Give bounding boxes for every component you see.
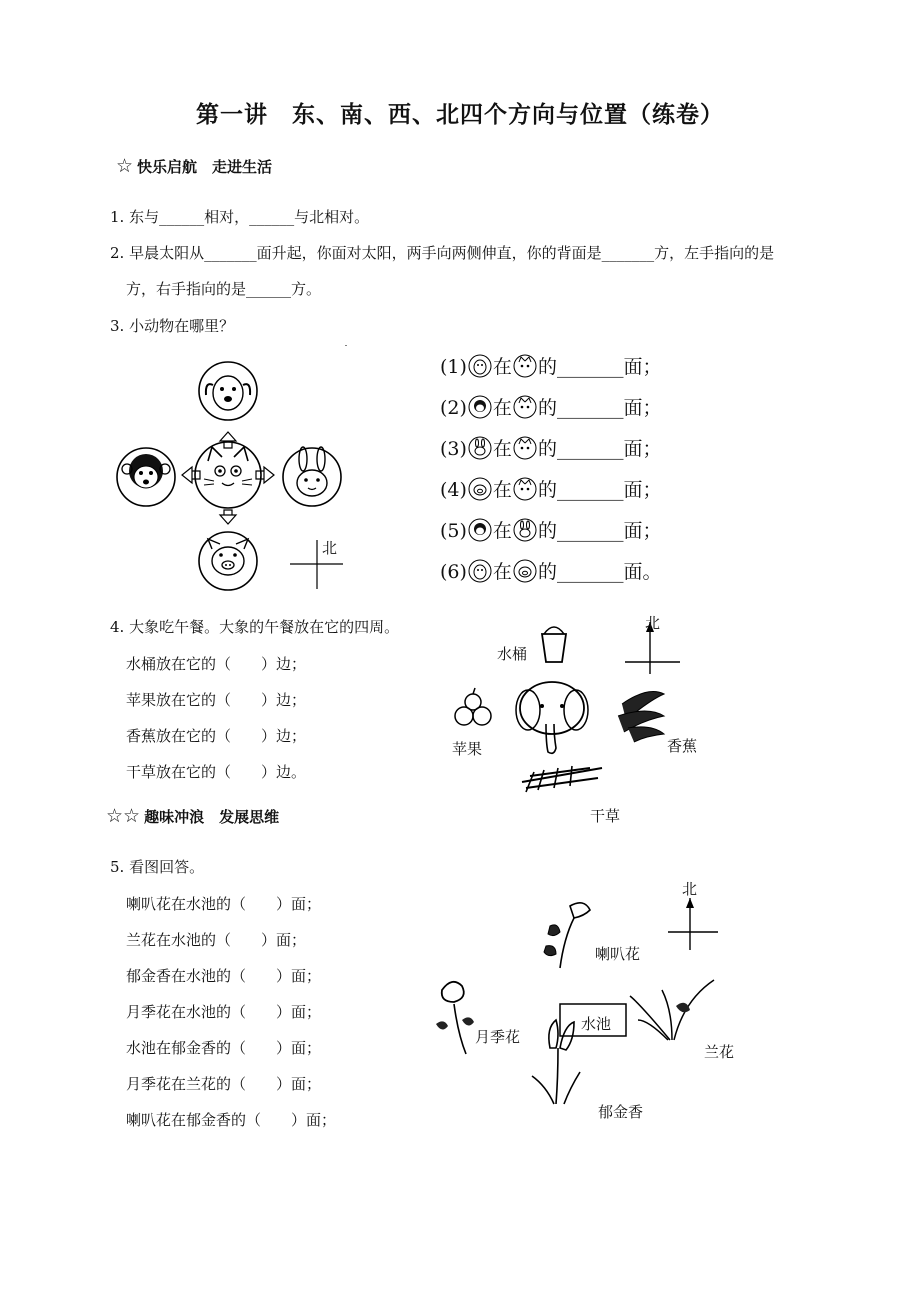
word-end: 面； (623, 397, 662, 419)
star-icon: ☆☆ (106, 805, 141, 827)
bucket-icon (542, 627, 566, 662)
item-number: (3) (440, 438, 467, 460)
question-4-line-3: 香蕉放在它的（ ）边； (126, 727, 307, 745)
apple-label: 苹果 (452, 740, 483, 758)
star-icon: ☆ (116, 155, 134, 177)
word-end: 面； (623, 520, 662, 542)
question-4-prompt: 4. 大象吃午餐。大象的午餐放在它的四周。 (110, 618, 400, 636)
answer-line-2 (440, 393, 661, 434)
flower-pond-diagram (420, 880, 740, 1120)
cat-icon (512, 394, 538, 425)
north-label: 北 (322, 539, 338, 557)
apple-icon (455, 688, 491, 725)
rose-label: 月季花 (475, 1028, 521, 1046)
rabbit-icon (283, 447, 341, 506)
item-number: (4) (440, 479, 467, 501)
bucket-label: 水桶 (497, 645, 528, 663)
banana-icon (618, 692, 664, 742)
north-label: 北 (682, 880, 698, 898)
question-5-line-6: 月季花在兰花的（ ）面； (126, 1075, 322, 1093)
rabbit-icon (467, 435, 493, 466)
hay-icon (522, 766, 602, 792)
answer-blank[interactable]: _______ (556, 356, 624, 378)
dog-icon (467, 353, 493, 384)
banana-label: 香蕉 (667, 737, 698, 755)
word-de: 的 (537, 561, 557, 583)
section-label: 快乐启航 走进生活 (137, 158, 273, 176)
word-end: 面； (623, 438, 662, 460)
answer-blank[interactable]: _______ (556, 438, 624, 460)
answer-blank[interactable]: _______ (556, 561, 624, 583)
monkey-icon (117, 448, 175, 506)
answer-blank[interactable]: _______ (556, 479, 624, 501)
word-de: 的 (537, 438, 557, 460)
orchid-label: 兰花 (704, 1043, 735, 1061)
question-5-line-3: 郁金香在水池的（ ）面； (126, 967, 322, 985)
question-4-line-1: 水桶放在它的（ ）边； (126, 655, 307, 673)
morning-glory-icon (544, 903, 590, 968)
word-de: 的 (537, 520, 557, 542)
north-compass-icon (668, 898, 718, 950)
item-number: (2) (440, 397, 467, 419)
question-5-line-4: 月季花在水池的（ ）面； (126, 1003, 322, 1021)
word-end: 面； (623, 356, 662, 378)
word-end: 面。 (623, 561, 662, 583)
answer-line-3 (440, 434, 661, 475)
question-5-line-7: 喇叭花在郁金香的（ ）面； (126, 1111, 337, 1129)
hay-label: 干草 (590, 807, 621, 825)
word-zai: 在 (492, 438, 512, 460)
answer-blank[interactable]: _______ (556, 397, 624, 419)
answer-line-5 (440, 516, 661, 557)
question-2-line-1: 2. 早晨太阳从_______面升起，你面对太阳，两手向两侧伸直，你的背面是_______方，左手指向的是 (110, 244, 775, 262)
dog-icon (199, 362, 257, 420)
question-3-prompt: 3. 小动物在哪里？ (110, 317, 235, 335)
question-4-line-2: 苹果放在它的（ ）边； (126, 691, 307, 709)
item-number: (5) (440, 520, 467, 542)
question-5-line-1: 喇叭花在水池的（ ）面； (126, 895, 322, 913)
question-5-line-2: 兰花在水池的（ ）面； (126, 931, 307, 949)
pig-icon (512, 558, 538, 589)
section-header-1 (116, 155, 272, 177)
tulip-label: 郁金香 (598, 1103, 644, 1121)
word-zai: 在 (492, 397, 512, 419)
item-number: (1) (440, 356, 467, 378)
question-4-line-4: 干草放在它的（ ）边。 (126, 763, 307, 781)
item-number: (6) (440, 561, 467, 583)
morning-glory-label: 喇叭花 (595, 945, 641, 963)
cat-icon (195, 442, 261, 508)
word-zai: 在 (492, 561, 512, 583)
word-end: 面； (623, 479, 662, 501)
answer-line-6 (440, 557, 661, 598)
question-5-line-5: 水池在郁金香的（ ）面； (126, 1039, 322, 1057)
question-1: 1. 东与______相对，______与北相对。 (110, 208, 370, 226)
answer-blank[interactable]: _______ (556, 520, 624, 542)
answer-line-1 (440, 352, 661, 393)
tulip-icon (532, 1020, 580, 1104)
section-label: 趣味冲浪 发展思维 (144, 808, 280, 826)
page-title: 第一讲 东、南、西、北四个方向与位置（练卷） (196, 101, 724, 128)
word-de: 的 (537, 479, 557, 501)
question-5-prompt: 5. 看图回答。 (110, 858, 205, 876)
monkey-icon (467, 517, 493, 548)
orchid-icon (630, 980, 714, 1040)
answer-line-4 (440, 475, 661, 516)
cat-icon (512, 435, 538, 466)
word-de: 的 (537, 356, 557, 378)
north-label: 北 (645, 614, 661, 632)
cat-icon (512, 353, 538, 384)
animal-direction-diagram (100, 345, 380, 600)
rose-icon (436, 982, 474, 1054)
section-header-2 (106, 805, 279, 827)
pond-label: 水池 (581, 1015, 612, 1033)
question-2-line-2: 方，右手指向的是______方。 (126, 280, 322, 298)
elephant-icon (516, 682, 588, 753)
word-zai: 在 (492, 520, 512, 542)
pig-icon (199, 532, 257, 590)
question-3-answers (440, 352, 661, 598)
monkey-icon (467, 394, 493, 425)
word-zai: 在 (492, 479, 512, 501)
rabbit-icon (512, 517, 538, 548)
pig-icon (467, 476, 493, 507)
dog-icon (467, 558, 493, 589)
cat-icon (512, 476, 538, 507)
elephant-lunch-diagram (440, 612, 700, 822)
word-de: 的 (537, 397, 557, 419)
word-zai: 在 (492, 356, 512, 378)
